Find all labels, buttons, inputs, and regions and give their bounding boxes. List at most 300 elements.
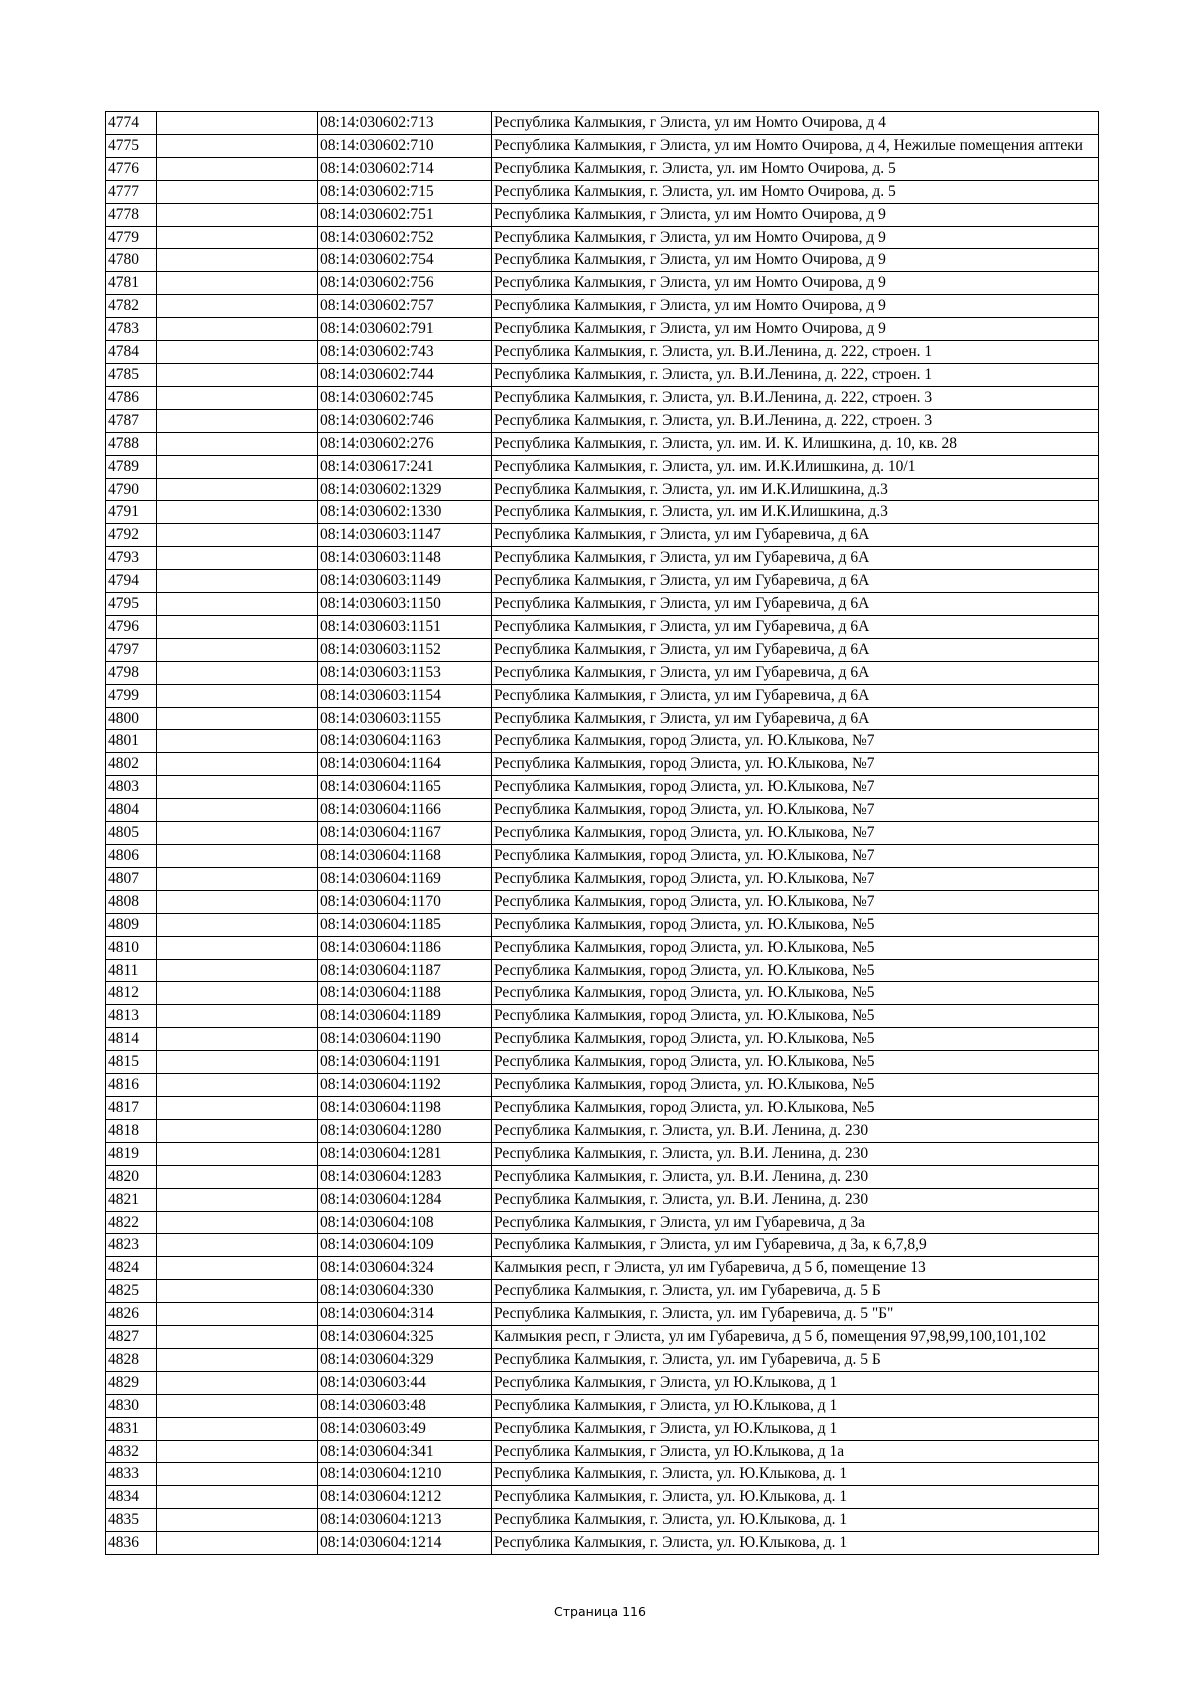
empty-cell [157, 1440, 318, 1463]
empty-cell [157, 661, 318, 684]
empty-cell [157, 226, 318, 249]
address-cell: Республика Калмыкия, г. Элиста, ул. В.И. Ленина, д. 230 [492, 1119, 1099, 1142]
row-number-cell: 4782 [106, 295, 157, 318]
empty-cell [157, 1005, 318, 1028]
empty-cell [157, 1532, 318, 1555]
table-row [106, 890, 1099, 913]
row-number-cell: 4783 [106, 318, 157, 341]
cadastral-number-cell: 08:14:030604:1170 [318, 890, 492, 913]
row-number-cell: 4789 [106, 455, 157, 478]
table-row [106, 1074, 1099, 1097]
address-cell: Республика Калмыкия, г. Элиста, ул. В.И.Ленина, д. 222, строен. 1 [492, 363, 1099, 386]
cadastral-number-cell: 08:14:030602:743 [318, 341, 492, 364]
empty-cell [157, 1280, 318, 1303]
table-row [106, 134, 1099, 157]
address-cell: Республика Калмыкия, г Элиста, ул им Губаревича, д 6А [492, 707, 1099, 730]
row-number-cell: 4812 [106, 982, 157, 1005]
empty-cell [157, 982, 318, 1005]
cadastral-number-cell: 08:14:030604:1280 [318, 1119, 492, 1142]
row-number-cell: 4823 [106, 1234, 157, 1257]
address-cell: Республика Калмыкия, г Элиста, ул им Губаревича, д 6А [492, 547, 1099, 570]
table-row [106, 661, 1099, 684]
empty-cell [157, 867, 318, 890]
cadastral-number-cell: 08:14:030604:330 [318, 1280, 492, 1303]
address-cell: Республика Калмыкия, город Элиста, ул. Ю.Клыкова, №5 [492, 959, 1099, 982]
address-cell: Республика Калмыкия, г. Элиста, ул. им Губаревича, д. 5 Б [492, 1280, 1099, 1303]
address-cell: Республика Калмыкия, город Элиста, ул. Ю.Клыкова, №5 [492, 1074, 1099, 1097]
row-number-cell: 4809 [106, 913, 157, 936]
table-row [106, 1532, 1099, 1555]
cadastral-number-cell: 08:14:030617:241 [318, 455, 492, 478]
cadastral-number-cell: 08:14:030604:1198 [318, 1096, 492, 1119]
row-number-cell: 4835 [106, 1509, 157, 1532]
address-cell: Республика Калмыкия, г. Элиста, ул. им Номто Очирова, д. 5 [492, 157, 1099, 180]
table-row [106, 1051, 1099, 1074]
cadastral-number-cell: 08:14:030604:1164 [318, 753, 492, 776]
cadastral-number-cell: 08:14:030604:1192 [318, 1074, 492, 1097]
cadastral-number-cell: 08:14:030604:1214 [318, 1532, 492, 1555]
empty-cell [157, 615, 318, 638]
address-cell: Республика Калмыкия, город Элиста, ул. Ю.Клыкова, №7 [492, 822, 1099, 845]
cadastral-number-cell: 08:14:030603:1148 [318, 547, 492, 570]
table-row [106, 157, 1099, 180]
empty-cell [157, 1142, 318, 1165]
row-number-cell: 4821 [106, 1188, 157, 1211]
cadastral-number-cell: 08:14:030604:325 [318, 1326, 492, 1349]
row-number-cell: 4804 [106, 799, 157, 822]
table-row [106, 432, 1099, 455]
table-row [106, 409, 1099, 432]
empty-cell [157, 112, 318, 135]
address-cell: Республика Калмыкия, город Элиста, ул. Ю.Клыкова, №5 [492, 1005, 1099, 1028]
cadastral-number-cell: 08:14:030603:1149 [318, 570, 492, 593]
empty-cell [157, 295, 318, 318]
table-row [106, 776, 1099, 799]
cadastral-number-cell: 08:14:030604:1185 [318, 913, 492, 936]
row-number-cell: 4824 [106, 1257, 157, 1280]
table-row [106, 982, 1099, 1005]
cadastral-number-cell: 08:14:030604:1169 [318, 867, 492, 890]
cadastral-number-cell: 08:14:030604:314 [318, 1303, 492, 1326]
table-row [106, 1303, 1099, 1326]
row-number-cell: 4800 [106, 707, 157, 730]
address-cell: Республика Калмыкия, город Элиста, ул. Ю.Клыкова, №7 [492, 776, 1099, 799]
cadastral-number-cell: 08:14:030604:109 [318, 1234, 492, 1257]
address-cell: Республика Калмыкия, город Элиста, ул. Ю.Клыкова, №5 [492, 1051, 1099, 1074]
page-number: Страница 116 [554, 1604, 646, 1619]
address-cell: Республика Калмыкия, город Элиста, ул. Ю.Клыкова, №7 [492, 890, 1099, 913]
row-number-cell: 4801 [106, 730, 157, 753]
table-row [106, 318, 1099, 341]
empty-cell [157, 684, 318, 707]
address-cell: Республика Калмыкия, г Элиста, ул им Номто Очирова, д 9 [492, 318, 1099, 341]
table-row [106, 615, 1099, 638]
table-row [106, 501, 1099, 524]
registry-table [105, 111, 1099, 1555]
table-row [106, 547, 1099, 570]
cadastral-number-cell: 08:14:030603:1153 [318, 661, 492, 684]
cadastral-number-cell: 08:14:030604:1212 [318, 1486, 492, 1509]
row-number-cell: 4777 [106, 180, 157, 203]
address-cell: Республика Калмыкия, г Элиста, ул им Губаревича, д 6А [492, 661, 1099, 684]
row-number-cell: 4787 [106, 409, 157, 432]
table-row [106, 1486, 1099, 1509]
empty-cell [157, 730, 318, 753]
cadastral-number-cell: 08:14:030602:276 [318, 432, 492, 455]
empty-cell [157, 1051, 318, 1074]
cadastral-number-cell: 08:14:030603:44 [318, 1371, 492, 1394]
empty-cell [157, 272, 318, 295]
address-cell: Республика Калмыкия, г. Элиста, ул. В.И.Ленина, д. 222, строен. 1 [492, 341, 1099, 364]
cadastral-number-cell: 08:14:030604:108 [318, 1211, 492, 1234]
address-cell: Республика Калмыкия, г Элиста, ул им Номто Очирова, д 4 [492, 112, 1099, 135]
empty-cell [157, 570, 318, 593]
address-cell: Калмыкия респ, г Элиста, ул им Губаревича, д 5 б, помещение 13 [492, 1257, 1099, 1280]
address-cell: Республика Калмыкия, город Элиста, ул. Ю.Клыкова, №5 [492, 1028, 1099, 1051]
address-cell: Республика Калмыкия, город Элиста, ул. Ю.Клыкова, №7 [492, 867, 1099, 890]
empty-cell [157, 1211, 318, 1234]
empty-cell [157, 455, 318, 478]
address-cell: Республика Калмыкия, г Элиста, ул Ю.Клыкова, д 1 [492, 1394, 1099, 1417]
cadastral-number-cell: 08:14:030602:1329 [318, 478, 492, 501]
row-number-cell: 4796 [106, 615, 157, 638]
address-cell: Республика Калмыкия, г Элиста, ул им Губаревича, д 6А [492, 615, 1099, 638]
table-row [106, 363, 1099, 386]
table-row [106, 341, 1099, 364]
empty-cell [157, 157, 318, 180]
cadastral-number-cell: 08:14:030603:1151 [318, 615, 492, 638]
row-number-cell: 4795 [106, 593, 157, 616]
address-cell: Республика Калмыкия, г Элиста, ул им Губаревича, д 6А [492, 593, 1099, 616]
empty-cell [157, 845, 318, 868]
address-cell: Республика Калмыкия, город Элиста, ул. Ю.Клыкова, №7 [492, 753, 1099, 776]
cadastral-number-cell: 08:14:030602:713 [318, 112, 492, 135]
empty-cell [157, 363, 318, 386]
table-row [106, 295, 1099, 318]
table-row [106, 1005, 1099, 1028]
empty-cell [157, 1394, 318, 1417]
table-row [106, 570, 1099, 593]
cadastral-number-cell: 08:14:030602:715 [318, 180, 492, 203]
address-cell: Республика Калмыкия, г Элиста, ул Ю.Клыкова, д 1а [492, 1440, 1099, 1463]
cadastral-number-cell: 08:14:030604:1163 [318, 730, 492, 753]
table-row [106, 1028, 1099, 1051]
table-row [106, 1394, 1099, 1417]
cadastral-number-cell: 08:14:030602:752 [318, 226, 492, 249]
empty-cell [157, 638, 318, 661]
row-number-cell: 4822 [106, 1211, 157, 1234]
table-row [106, 1417, 1099, 1440]
table-row [106, 707, 1099, 730]
row-number-cell: 4798 [106, 661, 157, 684]
empty-cell [157, 1188, 318, 1211]
table-row [106, 845, 1099, 868]
table-row [106, 1234, 1099, 1257]
cadastral-number-cell: 08:14:030604:1284 [318, 1188, 492, 1211]
cadastral-number-cell: 08:14:030602:710 [318, 134, 492, 157]
row-number-cell: 4807 [106, 867, 157, 890]
cadastral-number-cell: 08:14:030602:1330 [318, 501, 492, 524]
address-cell: Республика Калмыкия, г. Элиста, ул. В.И. Ленина, д. 230 [492, 1188, 1099, 1211]
row-number-cell: 4832 [106, 1440, 157, 1463]
empty-cell [157, 524, 318, 547]
address-cell: Республика Калмыкия, город Элиста, ул. Ю.Клыкова, №7 [492, 730, 1099, 753]
empty-cell [157, 501, 318, 524]
empty-cell [157, 1417, 318, 1440]
address-cell: Республика Калмыкия, г Элиста, ул им Губаревича, д 6А [492, 638, 1099, 661]
address-cell: Республика Калмыкия, г. Элиста, ул. В.И. Ленина, д. 230 [492, 1165, 1099, 1188]
table-row [106, 1119, 1099, 1142]
address-cell: Республика Калмыкия, г. Элиста, ул. Ю.Клыкова, д. 1 [492, 1509, 1099, 1532]
row-number-cell: 4788 [106, 432, 157, 455]
address-cell: Республика Калмыкия, г. Элиста, ул. им И.К.Илишкина, д.3 [492, 501, 1099, 524]
cadastral-number-cell: 08:14:030604:1281 [318, 1142, 492, 1165]
table-row [106, 180, 1099, 203]
address-cell: Республика Калмыкия, г. Элиста, ул. им Губаревича, д. 5 Б [492, 1348, 1099, 1371]
address-cell: Республика Калмыкия, город Элиста, ул. Ю.Клыкова, №5 [492, 1096, 1099, 1119]
empty-cell [157, 593, 318, 616]
empty-cell [157, 1371, 318, 1394]
table-row [106, 1257, 1099, 1280]
address-cell: Республика Калмыкия, город Элиста, ул. Ю.Клыкова, №5 [492, 913, 1099, 936]
empty-cell [157, 1509, 318, 1532]
cadastral-number-cell: 08:14:030602:757 [318, 295, 492, 318]
empty-cell [157, 1348, 318, 1371]
table-row [106, 684, 1099, 707]
empty-cell [157, 890, 318, 913]
row-number-cell: 4799 [106, 684, 157, 707]
cadastral-number-cell: 08:14:030604:1191 [318, 1051, 492, 1074]
address-cell: Республика Калмыкия, г. Элиста, ул. В.И.Ленина, д. 222, строен. 3 [492, 409, 1099, 432]
row-number-cell: 4817 [106, 1096, 157, 1119]
cadastral-number-cell: 08:14:030604:1190 [318, 1028, 492, 1051]
cadastral-number-cell: 08:14:030604:1189 [318, 1005, 492, 1028]
row-number-cell: 4805 [106, 822, 157, 845]
row-number-cell: 4792 [106, 524, 157, 547]
empty-cell [157, 1165, 318, 1188]
empty-cell [157, 1303, 318, 1326]
table-row [106, 1211, 1099, 1234]
empty-cell [157, 341, 318, 364]
cadastral-number-cell: 08:14:030604:1283 [318, 1165, 492, 1188]
address-cell: Республика Калмыкия, г. Элиста, ул. Ю.Клыкова, д. 1 [492, 1486, 1099, 1509]
empty-cell [157, 1028, 318, 1051]
table-row [106, 753, 1099, 776]
table-row [106, 822, 1099, 845]
address-cell: Республика Калмыкия, г Элиста, ул Ю.Клыкова, д 1 [492, 1417, 1099, 1440]
row-number-cell: 4774 [106, 112, 157, 135]
address-cell: Республика Калмыкия, г. Элиста, ул. им Номто Очирова, д. 5 [492, 180, 1099, 203]
empty-cell [157, 753, 318, 776]
cadastral-number-cell: 08:14:030604:1188 [318, 982, 492, 1005]
table-row [106, 1280, 1099, 1303]
empty-cell [157, 936, 318, 959]
cadastral-number-cell: 08:14:030602:744 [318, 363, 492, 386]
table-row [106, 1326, 1099, 1349]
cadastral-number-cell: 08:14:030603:1150 [318, 593, 492, 616]
address-cell: Республика Калмыкия, г Элиста, ул им Номто Очирова, д 9 [492, 272, 1099, 295]
empty-cell [157, 959, 318, 982]
cadastral-number-cell: 08:14:030604:1213 [318, 1509, 492, 1532]
row-number-cell: 4826 [106, 1303, 157, 1326]
cadastral-number-cell: 08:14:030602:714 [318, 157, 492, 180]
row-number-cell: 4791 [106, 501, 157, 524]
table-row [106, 799, 1099, 822]
address-cell: Республика Калмыкия, г. Элиста, ул. В.И. Ленина, д. 230 [492, 1142, 1099, 1165]
row-number-cell: 4781 [106, 272, 157, 295]
row-number-cell: 4785 [106, 363, 157, 386]
row-number-cell: 4827 [106, 1326, 157, 1349]
row-number-cell: 4775 [106, 134, 157, 157]
address-cell: Республика Калмыкия, г. Элиста, ул. Ю.Клыкова, д. 1 [492, 1463, 1099, 1486]
address-cell: Республика Калмыкия, г Элиста, ул им Губаревича, д 3а, к 6,7,8,9 [492, 1234, 1099, 1257]
address-cell: Республика Калмыкия, г. Элиста, ул. им И.К.Илишкина, д.3 [492, 478, 1099, 501]
row-number-cell: 4786 [106, 386, 157, 409]
table-row [106, 913, 1099, 936]
cadastral-number-cell: 08:14:030602:754 [318, 249, 492, 272]
address-cell: Республика Калмыкия, г Элиста, ул им Номто Очирова, д 9 [492, 203, 1099, 226]
cadastral-number-cell: 08:14:030604:1168 [318, 845, 492, 868]
table-row [106, 455, 1099, 478]
address-cell: Республика Калмыкия, г. Элиста, ул. им. И.К.Илишкина, д. 10/1 [492, 455, 1099, 478]
table-row [106, 203, 1099, 226]
table-row [106, 1509, 1099, 1532]
table-row [106, 1348, 1099, 1371]
empty-cell [157, 180, 318, 203]
cadastral-number-cell: 08:14:030604:341 [318, 1440, 492, 1463]
row-number-cell: 4825 [106, 1280, 157, 1303]
cadastral-number-cell: 08:14:030602:746 [318, 409, 492, 432]
table-row [106, 1188, 1099, 1211]
row-number-cell: 4793 [106, 547, 157, 570]
row-number-cell: 4790 [106, 478, 157, 501]
empty-cell [157, 134, 318, 157]
empty-cell [157, 409, 318, 432]
row-number-cell: 4831 [106, 1417, 157, 1440]
row-number-cell: 4834 [106, 1486, 157, 1509]
row-number-cell: 4776 [106, 157, 157, 180]
row-number-cell: 4829 [106, 1371, 157, 1394]
empty-cell [157, 386, 318, 409]
address-cell: Республика Калмыкия, г Элиста, ул им Губаревича, д 3а [492, 1211, 1099, 1234]
address-cell: Республика Калмыкия, г Элиста, ул им Номто Очирова, д 4, Нежилые помещения аптеки [492, 134, 1099, 157]
row-number-cell: 4819 [106, 1142, 157, 1165]
address-cell: Республика Калмыкия, город Элиста, ул. Ю.Клыкова, №7 [492, 799, 1099, 822]
empty-cell [157, 1326, 318, 1349]
empty-cell [157, 1119, 318, 1142]
empty-cell [157, 1074, 318, 1097]
row-number-cell: 4778 [106, 203, 157, 226]
empty-cell [157, 913, 318, 936]
row-number-cell: 4784 [106, 341, 157, 364]
row-number-cell: 4806 [106, 845, 157, 868]
row-number-cell: 4813 [106, 1005, 157, 1028]
row-number-cell: 4797 [106, 638, 157, 661]
address-cell: Республика Калмыкия, г Элиста, ул им Губаревича, д 6А [492, 524, 1099, 547]
row-number-cell: 4833 [106, 1463, 157, 1486]
cadastral-number-cell: 08:14:030604:1165 [318, 776, 492, 799]
address-cell: Республика Калмыкия, г Элиста, ул им Номто Очирова, д 9 [492, 249, 1099, 272]
row-number-cell: 4828 [106, 1348, 157, 1371]
cadastral-number-cell: 08:14:030604:1167 [318, 822, 492, 845]
table-row [106, 593, 1099, 616]
cadastral-number-cell: 08:14:030604:1166 [318, 799, 492, 822]
address-cell: Республика Калмыкия, г. Элиста, ул. им Губаревича, д. 5 "Б" [492, 1303, 1099, 1326]
cadastral-number-cell: 08:14:030602:751 [318, 203, 492, 226]
cadastral-number-cell: 08:14:030604:324 [318, 1257, 492, 1280]
table-row [106, 959, 1099, 982]
empty-cell [157, 1463, 318, 1486]
address-cell: Республика Калмыкия, г Элиста, ул им Номто Очирова, д 9 [492, 295, 1099, 318]
empty-cell [157, 707, 318, 730]
address-cell: Республика Калмыкия, г Элиста, ул им Губаревича, д 6А [492, 570, 1099, 593]
table-row [106, 1371, 1099, 1394]
table-row [106, 1463, 1099, 1486]
address-cell: Республика Калмыкия, г Элиста, ул Ю.Клыкова, д 1 [492, 1371, 1099, 1394]
address-cell: Республика Калмыкия, г. Элиста, ул. Ю.Клыкова, д. 1 [492, 1532, 1099, 1555]
empty-cell [157, 822, 318, 845]
empty-cell [157, 478, 318, 501]
row-number-cell: 4814 [106, 1028, 157, 1051]
empty-cell [157, 203, 318, 226]
table-row [106, 272, 1099, 295]
empty-cell [157, 1234, 318, 1257]
row-number-cell: 4818 [106, 1119, 157, 1142]
cadastral-number-cell: 08:14:030602:756 [318, 272, 492, 295]
address-cell: Республика Калмыкия, г Элиста, ул им Номто Очирова, д 9 [492, 226, 1099, 249]
row-number-cell: 4779 [106, 226, 157, 249]
table-row [106, 1096, 1099, 1119]
row-number-cell: 4808 [106, 890, 157, 913]
table-row [106, 524, 1099, 547]
empty-cell [157, 318, 318, 341]
table-row [106, 249, 1099, 272]
empty-cell [157, 1486, 318, 1509]
row-number-cell: 4810 [106, 936, 157, 959]
empty-cell [157, 249, 318, 272]
registry-table-body [106, 112, 1099, 1555]
cadastral-number-cell: 08:14:030602:791 [318, 318, 492, 341]
row-number-cell: 4802 [106, 753, 157, 776]
cadastral-number-cell: 08:14:030603:48 [318, 1394, 492, 1417]
empty-cell [157, 1096, 318, 1119]
table-row [106, 478, 1099, 501]
table-row [106, 638, 1099, 661]
table-row [106, 936, 1099, 959]
empty-cell [157, 799, 318, 822]
address-cell: Республика Калмыкия, г Элиста, ул им Губаревича, д 6А [492, 684, 1099, 707]
table-row [106, 1440, 1099, 1463]
row-number-cell: 4780 [106, 249, 157, 272]
table-row [106, 730, 1099, 753]
table-row [106, 226, 1099, 249]
address-cell: Калмыкия респ, г Элиста, ул им Губаревича, д 5 б, помещения 97,98,99,100,101,102 [492, 1326, 1099, 1349]
empty-cell [157, 547, 318, 570]
table-row [106, 867, 1099, 890]
cadastral-number-cell: 08:14:030603:1152 [318, 638, 492, 661]
address-cell: Республика Калмыкия, город Элиста, ул. Ю.Клыкова, №7 [492, 845, 1099, 868]
cadastral-number-cell: 08:14:030604:329 [318, 1348, 492, 1371]
cadastral-number-cell: 08:14:030603:1154 [318, 684, 492, 707]
table-row [106, 386, 1099, 409]
cadastral-number-cell: 08:14:030604:1187 [318, 959, 492, 982]
address-cell: Республика Калмыкия, город Элиста, ул. Ю.Клыкова, №5 [492, 982, 1099, 1005]
cadastral-number-cell: 08:14:030603:1155 [318, 707, 492, 730]
address-cell: Республика Калмыкия, город Элиста, ул. Ю.Клыкова, №5 [492, 936, 1099, 959]
cadastral-number-cell: 08:14:030604:1186 [318, 936, 492, 959]
empty-cell [157, 1257, 318, 1280]
row-number-cell: 4803 [106, 776, 157, 799]
